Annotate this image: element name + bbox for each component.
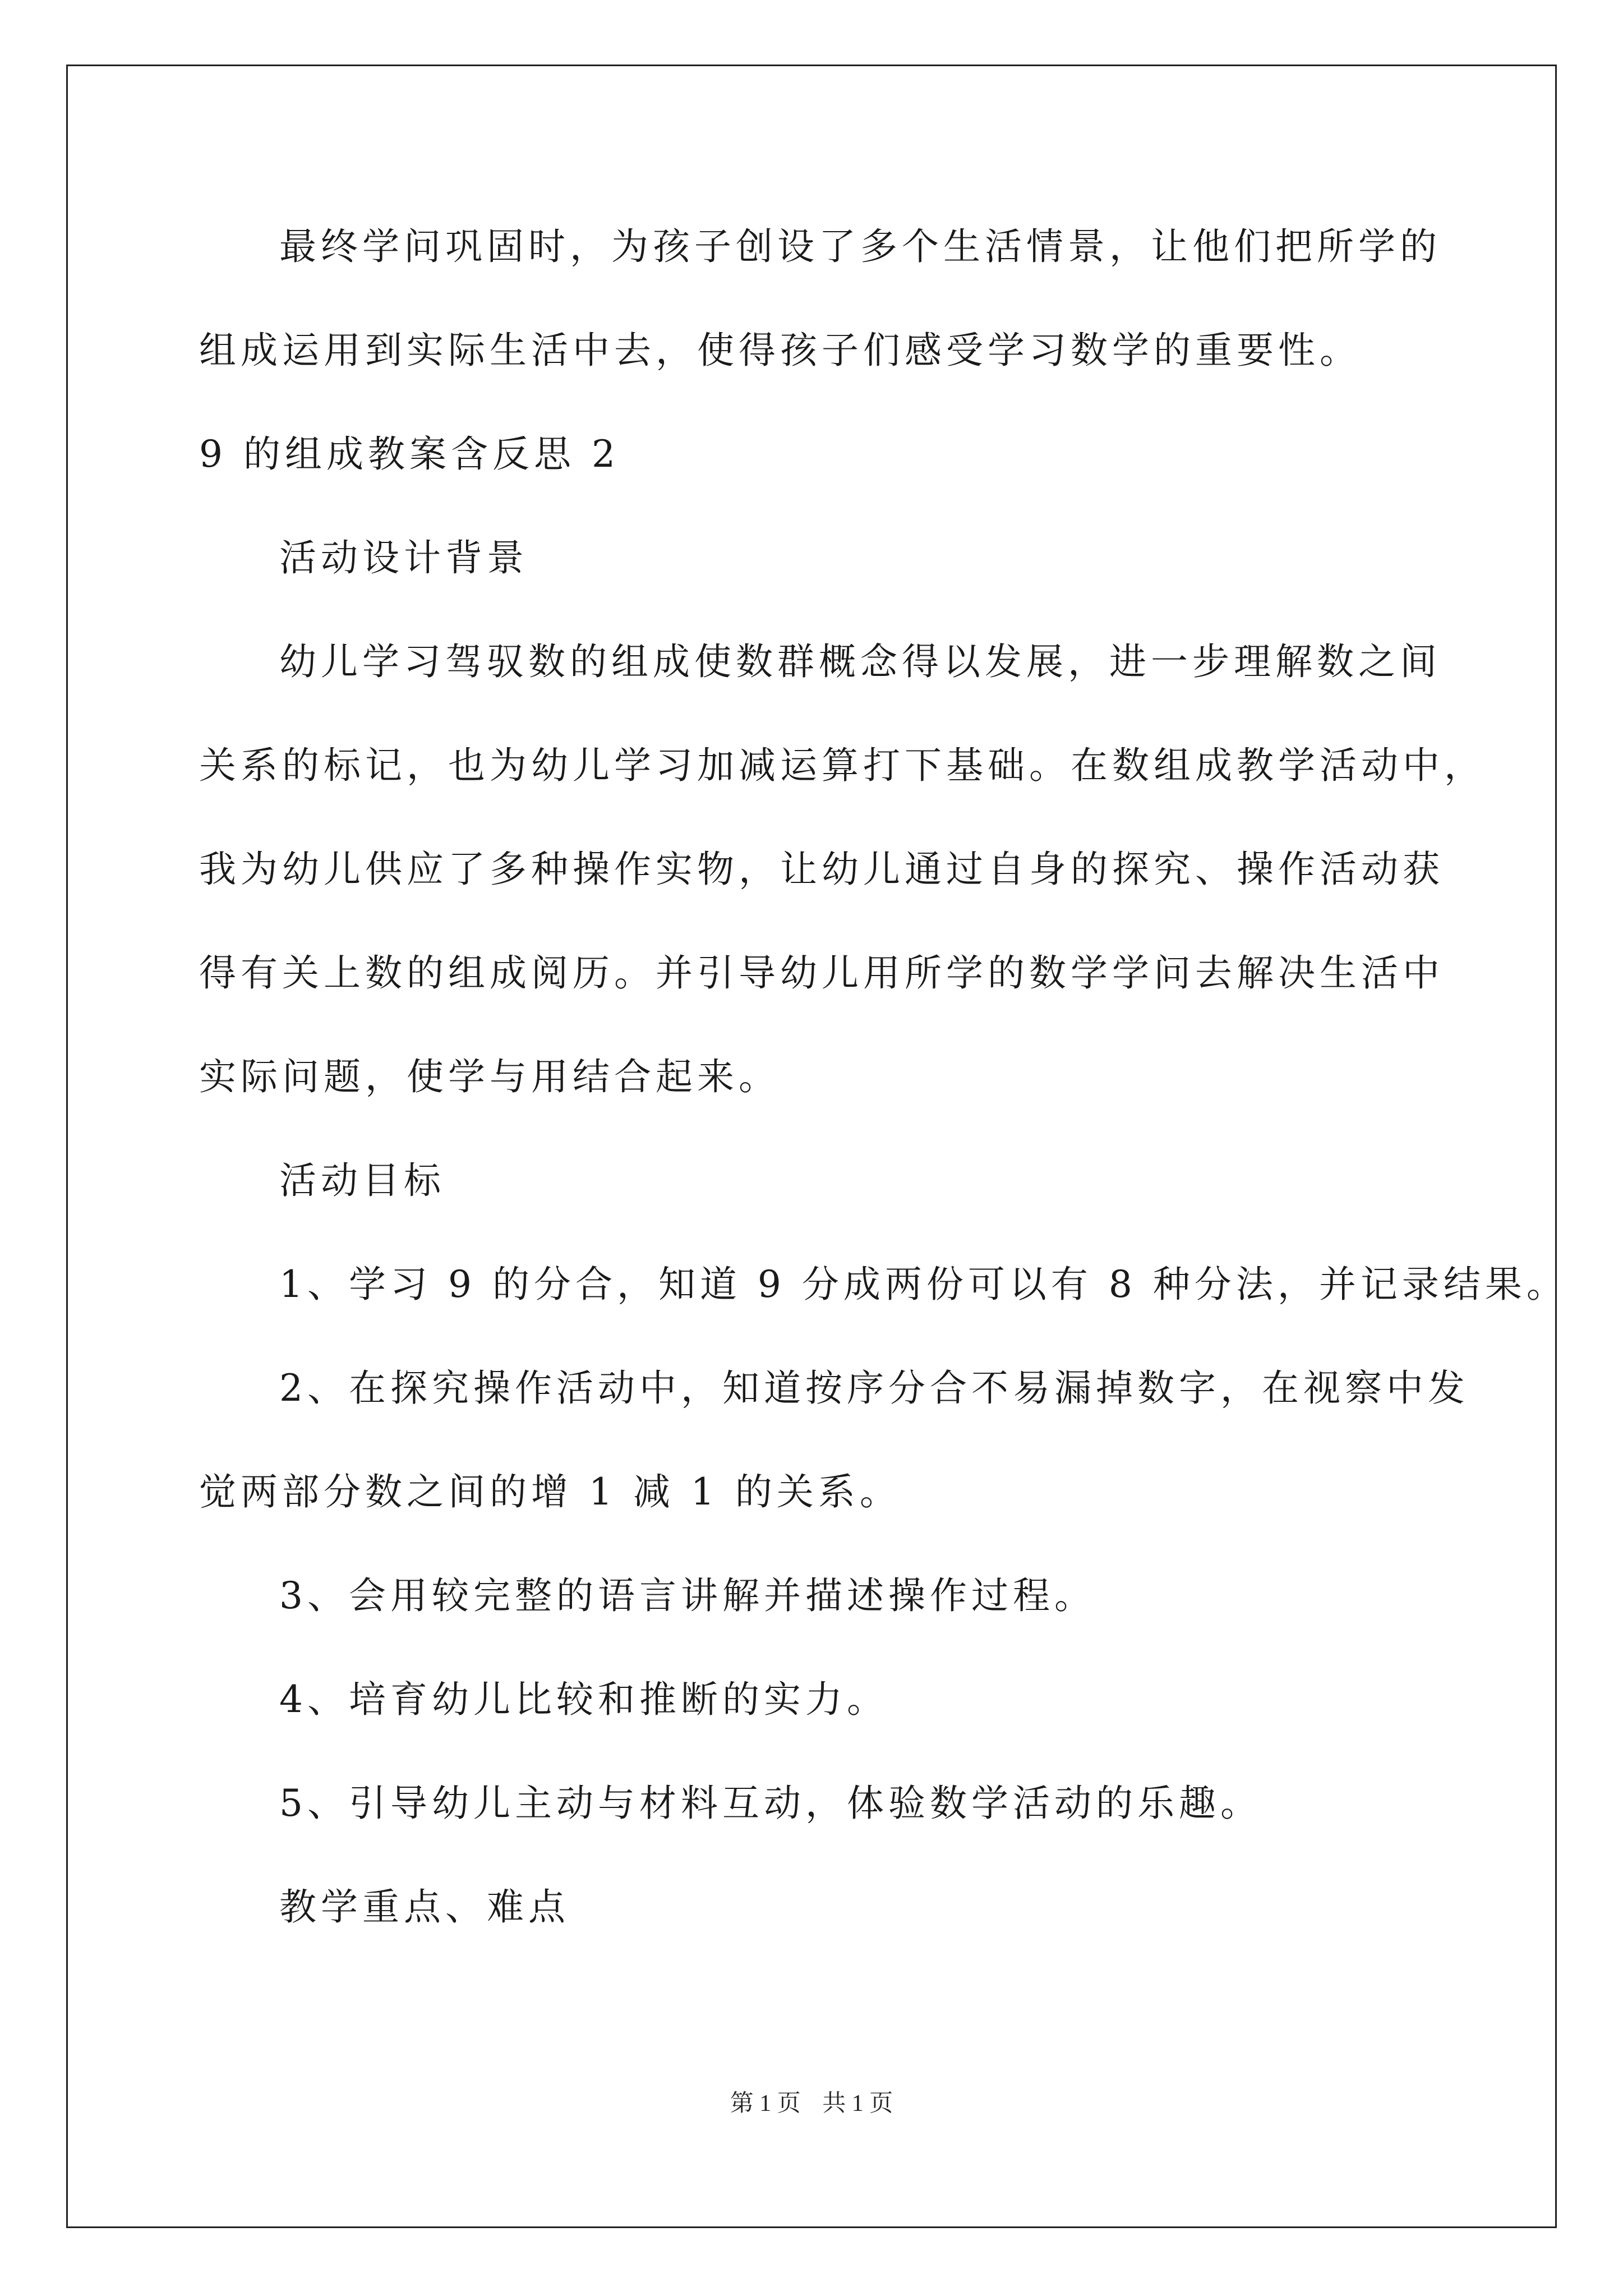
paragraph-line: 得有关上数的组成阅历。并引导幼儿用所学的数学学问去解决生活中	[199, 951, 1444, 995]
section-heading: 活动目标	[279, 1159, 445, 1202]
page-footer	[0, 2090, 1623, 2118]
paragraph-line: 关系的标记，也为幼儿学习加减运算打下基础。在数组成教学活动中，	[199, 744, 1486, 787]
paragraph-line: 实际问题，使学与用结合起来。	[199, 1055, 780, 1098]
list-item: 5、引导幼儿主动与材料互动，体验数学活动的乐趣。	[279, 1782, 1262, 1825]
paragraph-line: 幼儿学习驾驭数的组成使数群概念得以发展，进一步理解数之间	[279, 640, 1441, 683]
paragraph-line: 组成运用到实际生活中去，使得孩子们感受学习数学的重要性。	[199, 329, 1361, 372]
page-total: 共 1 页	[822, 2091, 893, 2116]
paragraph-line: 我为幼儿供应了多种操作实物，让幼儿通过自身的探究、操作活动获	[199, 848, 1444, 891]
list-item: 4、培育幼儿比较和推断的实力。	[279, 1678, 888, 1721]
list-item-continuation: 觉两部分数之间的增 1 减 1 的关系。	[199, 1470, 901, 1513]
list-item: 3、会用较完整的语言讲解并描述操作过程。	[279, 1574, 1096, 1617]
section-title: 9 的组成教案含反思 2	[199, 432, 620, 476]
section-heading: 活动设计背景	[279, 536, 528, 579]
page-number: 第 1 页	[730, 2091, 801, 2116]
section-heading: 教学重点、难点	[279, 1885, 570, 1929]
list-item: 1、学习 9 的分合，知道 9 分成两份可以有 8 种分法，并记录结果。	[279, 1263, 1568, 1306]
list-item: 2、在探究操作活动中，知道按序分合不易漏掉数字，在视察中发	[279, 1366, 1469, 1410]
paragraph-line: 最终学问巩固时，为孩子创设了多个生活情景，让他们把所学的	[279, 225, 1441, 268]
